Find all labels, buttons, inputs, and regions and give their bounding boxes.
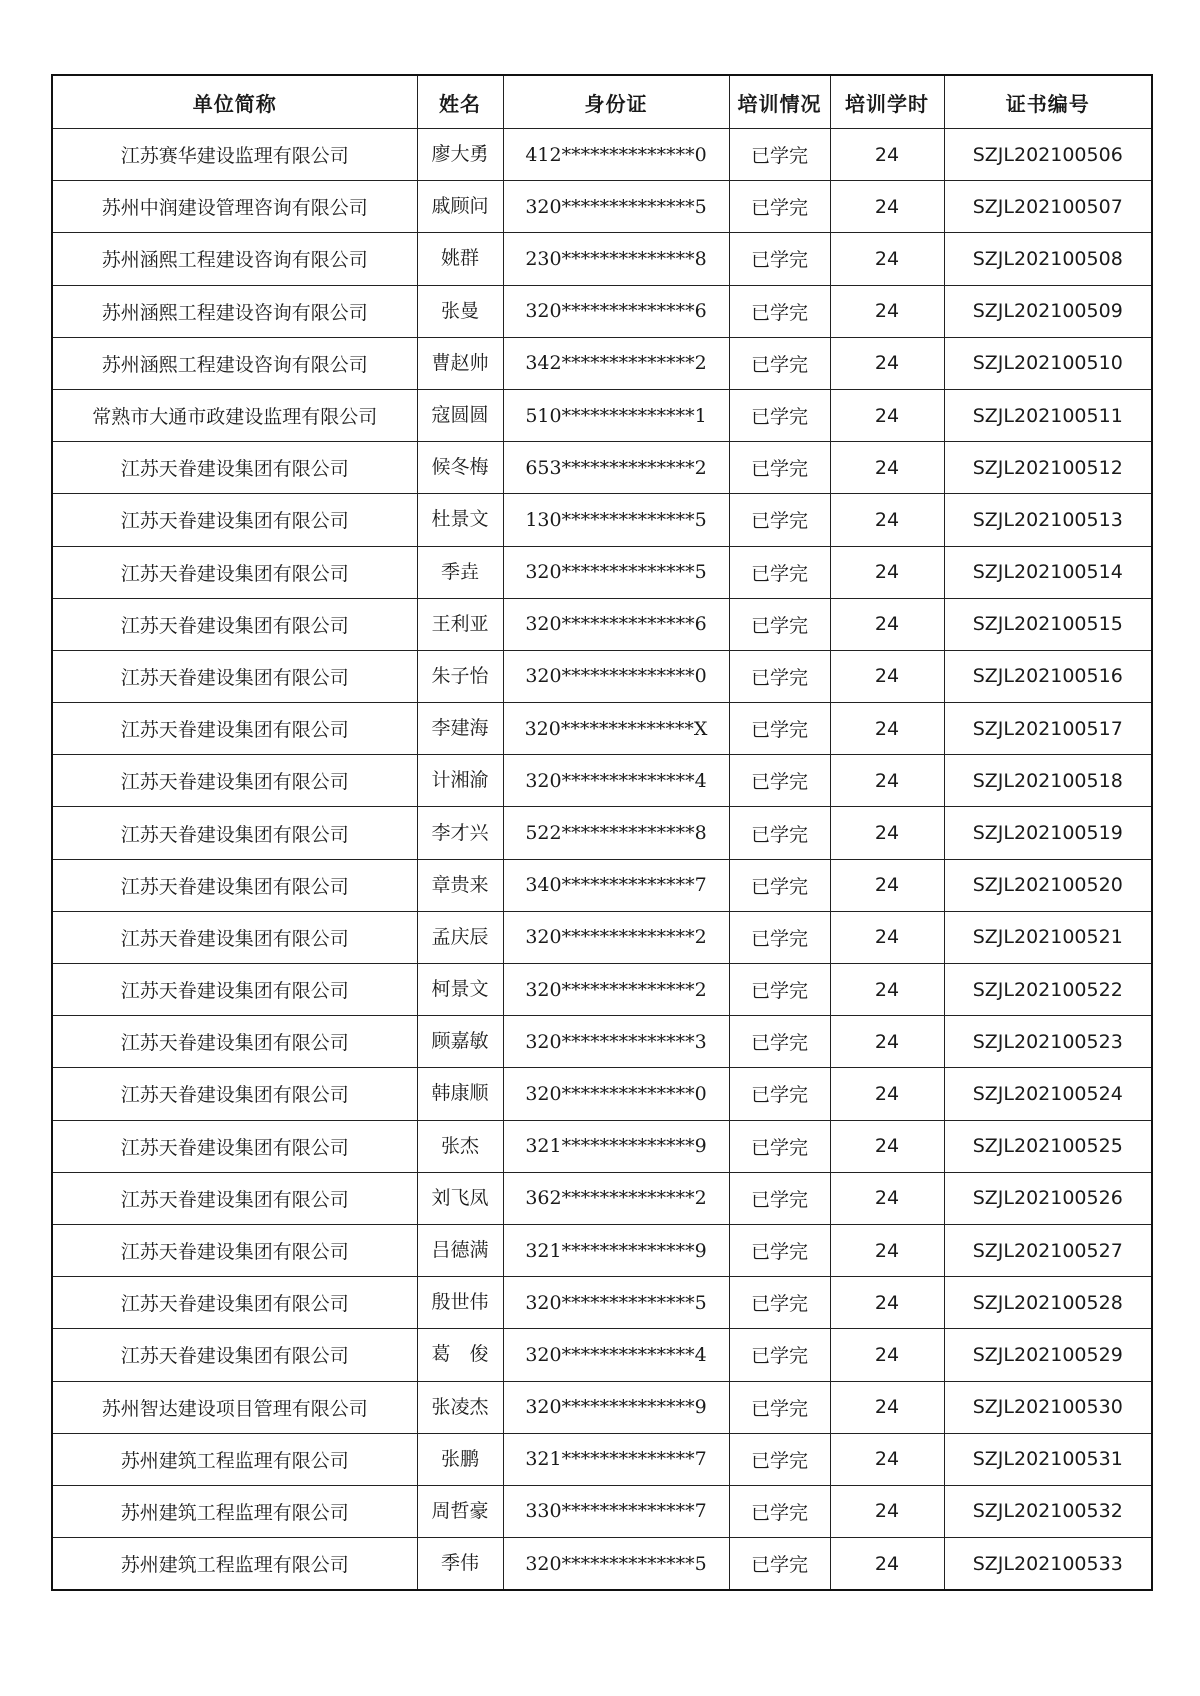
cell-hours: 24	[830, 1172, 944, 1224]
cell-id: 320**************9	[503, 1381, 729, 1433]
cell-cert: SZJL202100530	[944, 1381, 1152, 1433]
cell-cert: SZJL202100509	[944, 285, 1152, 337]
cell-cert: SZJL202100521	[944, 911, 1152, 963]
table-row	[52, 285, 1152, 337]
cell-cert: SZJL202100529	[944, 1329, 1152, 1381]
cell-cert: SZJL202100508	[944, 233, 1152, 285]
cell-cert: SZJL202100525	[944, 1120, 1152, 1172]
table-body	[52, 129, 1152, 1591]
cell-status: 已学完	[729, 598, 830, 650]
cell-name: 计湘渝	[417, 755, 503, 807]
cell-id: 130**************5	[503, 494, 729, 546]
cell-name: 寇圆圆	[417, 389, 503, 441]
cell-company: 江苏赛华建设监理有限公司	[52, 129, 417, 181]
cell-status: 已学完	[729, 1120, 830, 1172]
cell-company: 江苏天眷建设集团有限公司	[52, 546, 417, 598]
table-row	[52, 807, 1152, 859]
cell-cert: SZJL202100515	[944, 598, 1152, 650]
cell-cert: SZJL202100512	[944, 442, 1152, 494]
cell-id: 320**************5	[503, 1277, 729, 1329]
cell-cert: SZJL202100519	[944, 807, 1152, 859]
cell-status: 已学完	[729, 964, 830, 1016]
cell-name: 戚顾问	[417, 181, 503, 233]
cell-id: 230**************8	[503, 233, 729, 285]
table-row	[52, 494, 1152, 546]
cell-status: 已学完	[729, 546, 830, 598]
cell-cert: SZJL202100522	[944, 964, 1152, 1016]
cell-company: 江苏天眷建设集团有限公司	[52, 1120, 417, 1172]
cell-status: 已学完	[729, 1433, 830, 1485]
cell-hours: 24	[830, 442, 944, 494]
table-row	[52, 1381, 1152, 1433]
cell-company: 江苏天眷建设集团有限公司	[52, 442, 417, 494]
table-row	[52, 337, 1152, 389]
table-row	[52, 546, 1152, 598]
cell-name: 张鹏	[417, 1433, 503, 1485]
cell-name: 季垚	[417, 546, 503, 598]
cell-id: 330**************7	[503, 1485, 729, 1537]
cell-hours: 24	[830, 807, 944, 859]
header-training-hours: 培训学时	[830, 75, 944, 129]
table-row	[52, 1538, 1152, 1591]
cell-status: 已学完	[729, 650, 830, 702]
cell-hours: 24	[830, 859, 944, 911]
cell-id: 342**************2	[503, 337, 729, 389]
cell-id: 320**************4	[503, 755, 729, 807]
cell-name: 朱子怡	[417, 650, 503, 702]
header-id-number: 身份证	[503, 75, 729, 129]
cell-company: 江苏天眷建设集团有限公司	[52, 1224, 417, 1276]
cell-hours: 24	[830, 389, 944, 441]
cell-company: 江苏天眷建设集团有限公司	[52, 859, 417, 911]
cell-name: 廖大勇	[417, 129, 503, 181]
cell-name: 吕德满	[417, 1224, 503, 1276]
cell-company: 江苏天眷建设集团有限公司	[52, 703, 417, 755]
cell-cert: SZJL202100520	[944, 859, 1152, 911]
cell-cert: SZJL202100532	[944, 1485, 1152, 1537]
cell-id: 320**************6	[503, 598, 729, 650]
cell-cert: SZJL202100511	[944, 389, 1152, 441]
cell-company: 苏州建筑工程监理有限公司	[52, 1485, 417, 1537]
cell-hours: 24	[830, 1016, 944, 1068]
cell-company: 苏州建筑工程监理有限公司	[52, 1433, 417, 1485]
cell-hours: 24	[830, 964, 944, 1016]
cell-hours: 24	[830, 546, 944, 598]
cell-name: 刘飞凤	[417, 1172, 503, 1224]
table-row	[52, 1172, 1152, 1224]
cell-id: 320**************3	[503, 1016, 729, 1068]
table-row	[52, 1277, 1152, 1329]
cell-company: 苏州智达建设项目管理有限公司	[52, 1381, 417, 1433]
cell-company: 苏州建筑工程监理有限公司	[52, 1538, 417, 1591]
table-row	[52, 1068, 1152, 1120]
cell-status: 已学完	[729, 1485, 830, 1537]
cell-name: 李才兴	[417, 807, 503, 859]
cell-name: 顾嘉敏	[417, 1016, 503, 1068]
cell-name: 周哲豪	[417, 1485, 503, 1537]
cell-id: 320**************4	[503, 1329, 729, 1381]
header-company: 单位简称	[52, 75, 417, 129]
cell-cert: SZJL202100507	[944, 181, 1152, 233]
cell-company: 苏州涵熙工程建设咨询有限公司	[52, 233, 417, 285]
cell-status: 已学完	[729, 129, 830, 181]
table-row	[52, 233, 1152, 285]
cell-id: 321**************9	[503, 1224, 729, 1276]
cell-name: 曹赵帅	[417, 337, 503, 389]
cell-status: 已学完	[729, 1224, 830, 1276]
cell-status: 已学完	[729, 1381, 830, 1433]
cell-cert: SZJL202100524	[944, 1068, 1152, 1120]
cell-hours: 24	[830, 285, 944, 337]
cell-company: 苏州涵熙工程建设咨询有限公司	[52, 337, 417, 389]
cell-cert: SZJL202100516	[944, 650, 1152, 702]
cell-name: 姚群	[417, 233, 503, 285]
cell-status: 已学完	[729, 703, 830, 755]
training-roster-table	[51, 74, 1153, 1591]
cell-hours: 24	[830, 1277, 944, 1329]
cell-hours: 24	[830, 1485, 944, 1537]
cell-company: 苏州中润建设管理咨询有限公司	[52, 181, 417, 233]
header-name: 姓名	[417, 75, 503, 129]
cell-status: 已学完	[729, 181, 830, 233]
header-row	[52, 75, 1152, 129]
cell-cert: SZJL202100523	[944, 1016, 1152, 1068]
cell-id: 320**************6	[503, 285, 729, 337]
cell-id: 362**************2	[503, 1172, 729, 1224]
cell-cert: SZJL202100527	[944, 1224, 1152, 1276]
cell-status: 已学完	[729, 807, 830, 859]
cell-company: 江苏天眷建设集团有限公司	[52, 755, 417, 807]
cell-name: 孟庆辰	[417, 911, 503, 963]
cell-status: 已学完	[729, 1329, 830, 1381]
table-row	[52, 755, 1152, 807]
cell-id: 510**************1	[503, 389, 729, 441]
cell-cert: SZJL202100513	[944, 494, 1152, 546]
cell-company: 江苏天眷建设集团有限公司	[52, 1172, 417, 1224]
cell-id: 653**************2	[503, 442, 729, 494]
cell-status: 已学完	[729, 1277, 830, 1329]
cell-id: 320**************X	[503, 703, 729, 755]
table-header	[52, 75, 1152, 129]
cell-status: 已学完	[729, 1172, 830, 1224]
cell-company: 江苏天眷建设集团有限公司	[52, 650, 417, 702]
cell-hours: 24	[830, 598, 944, 650]
cell-name: 张曼	[417, 285, 503, 337]
roster-sheet	[51, 74, 1151, 1591]
cell-name: 张凌杰	[417, 1381, 503, 1433]
cell-hours: 24	[830, 233, 944, 285]
cell-status: 已学完	[729, 755, 830, 807]
cell-status: 已学完	[729, 389, 830, 441]
cell-company: 江苏天眷建设集团有限公司	[52, 911, 417, 963]
cell-name: 葛 俊	[417, 1329, 503, 1381]
table-row	[52, 1016, 1152, 1068]
cell-company: 江苏天眷建设集团有限公司	[52, 494, 417, 546]
cell-company: 江苏天眷建设集团有限公司	[52, 598, 417, 650]
cell-hours: 24	[830, 1538, 944, 1591]
cell-status: 已学完	[729, 1016, 830, 1068]
table-row	[52, 1433, 1152, 1485]
table-row	[52, 703, 1152, 755]
cell-status: 已学完	[729, 1068, 830, 1120]
cell-name: 王利亚	[417, 598, 503, 650]
cell-hours: 24	[830, 1433, 944, 1485]
cell-id: 412**************0	[503, 129, 729, 181]
cell-cert: SZJL202100506	[944, 129, 1152, 181]
cell-name: 章贵来	[417, 859, 503, 911]
cell-cert: SZJL202100526	[944, 1172, 1152, 1224]
cell-name: 张杰	[417, 1120, 503, 1172]
cell-company: 常熟市大通市政建设监理有限公司	[52, 389, 417, 441]
cell-name: 候冬梅	[417, 442, 503, 494]
cell-company: 江苏天眷建设集团有限公司	[52, 1068, 417, 1120]
cell-company: 江苏天眷建设集团有限公司	[52, 1277, 417, 1329]
cell-hours: 24	[830, 650, 944, 702]
table-row	[52, 1329, 1152, 1381]
table-row	[52, 389, 1152, 441]
header-training-status: 培训情况	[729, 75, 830, 129]
cell-hours: 24	[830, 755, 944, 807]
cell-id: 320**************2	[503, 911, 729, 963]
table-row	[52, 598, 1152, 650]
cell-name: 杜景文	[417, 494, 503, 546]
cell-hours: 24	[830, 703, 944, 755]
cell-company: 江苏天眷建设集团有限公司	[52, 1016, 417, 1068]
table-row	[52, 911, 1152, 963]
cell-hours: 24	[830, 1329, 944, 1381]
cell-status: 已学完	[729, 911, 830, 963]
cell-hours: 24	[830, 494, 944, 546]
cell-cert: SZJL202100528	[944, 1277, 1152, 1329]
cell-status: 已学完	[729, 285, 830, 337]
cell-hours: 24	[830, 911, 944, 963]
cell-cert: SZJL202100531	[944, 1433, 1152, 1485]
cell-status: 已学完	[729, 859, 830, 911]
cell-company: 苏州涵熙工程建设咨询有限公司	[52, 285, 417, 337]
cell-cert: SZJL202100533	[944, 1538, 1152, 1591]
table-row	[52, 129, 1152, 181]
table-row	[52, 859, 1152, 911]
cell-status: 已学完	[729, 494, 830, 546]
cell-company: 江苏天眷建设集团有限公司	[52, 964, 417, 1016]
cell-name: 柯景文	[417, 964, 503, 1016]
cell-id: 522**************8	[503, 807, 729, 859]
cell-hours: 24	[830, 1120, 944, 1172]
cell-cert: SZJL202100517	[944, 703, 1152, 755]
cell-id: 320**************5	[503, 546, 729, 598]
cell-id: 320**************0	[503, 650, 729, 702]
cell-cert: SZJL202100514	[944, 546, 1152, 598]
cell-name: 季伟	[417, 1538, 503, 1591]
cell-company: 江苏天眷建设集团有限公司	[52, 807, 417, 859]
cell-id: 320**************5	[503, 1538, 729, 1591]
cell-name: 殷世伟	[417, 1277, 503, 1329]
table-row	[52, 1485, 1152, 1537]
cell-hours: 24	[830, 1381, 944, 1433]
table-row	[52, 964, 1152, 1016]
cell-status: 已学完	[729, 1538, 830, 1591]
cell-id: 321**************9	[503, 1120, 729, 1172]
cell-hours: 24	[830, 1068, 944, 1120]
cell-hours: 24	[830, 129, 944, 181]
cell-id: 320**************0	[503, 1068, 729, 1120]
table-row	[52, 1224, 1152, 1276]
header-certificate-number: 证书编号	[944, 75, 1152, 129]
cell-id: 321**************7	[503, 1433, 729, 1485]
cell-cert: SZJL202100518	[944, 755, 1152, 807]
cell-id: 320**************5	[503, 181, 729, 233]
cell-id: 320**************2	[503, 964, 729, 1016]
table-row	[52, 1120, 1152, 1172]
cell-status: 已学完	[729, 233, 830, 285]
table-row	[52, 181, 1152, 233]
cell-hours: 24	[830, 337, 944, 389]
cell-id: 340**************7	[503, 859, 729, 911]
cell-status: 已学完	[729, 442, 830, 494]
cell-status: 已学完	[729, 337, 830, 389]
cell-hours: 24	[830, 1224, 944, 1276]
table-row	[52, 650, 1152, 702]
cell-name: 李建海	[417, 703, 503, 755]
cell-cert: SZJL202100510	[944, 337, 1152, 389]
table-row	[52, 442, 1152, 494]
cell-name: 韩康顺	[417, 1068, 503, 1120]
cell-hours: 24	[830, 181, 944, 233]
cell-company: 江苏天眷建设集团有限公司	[52, 1329, 417, 1381]
